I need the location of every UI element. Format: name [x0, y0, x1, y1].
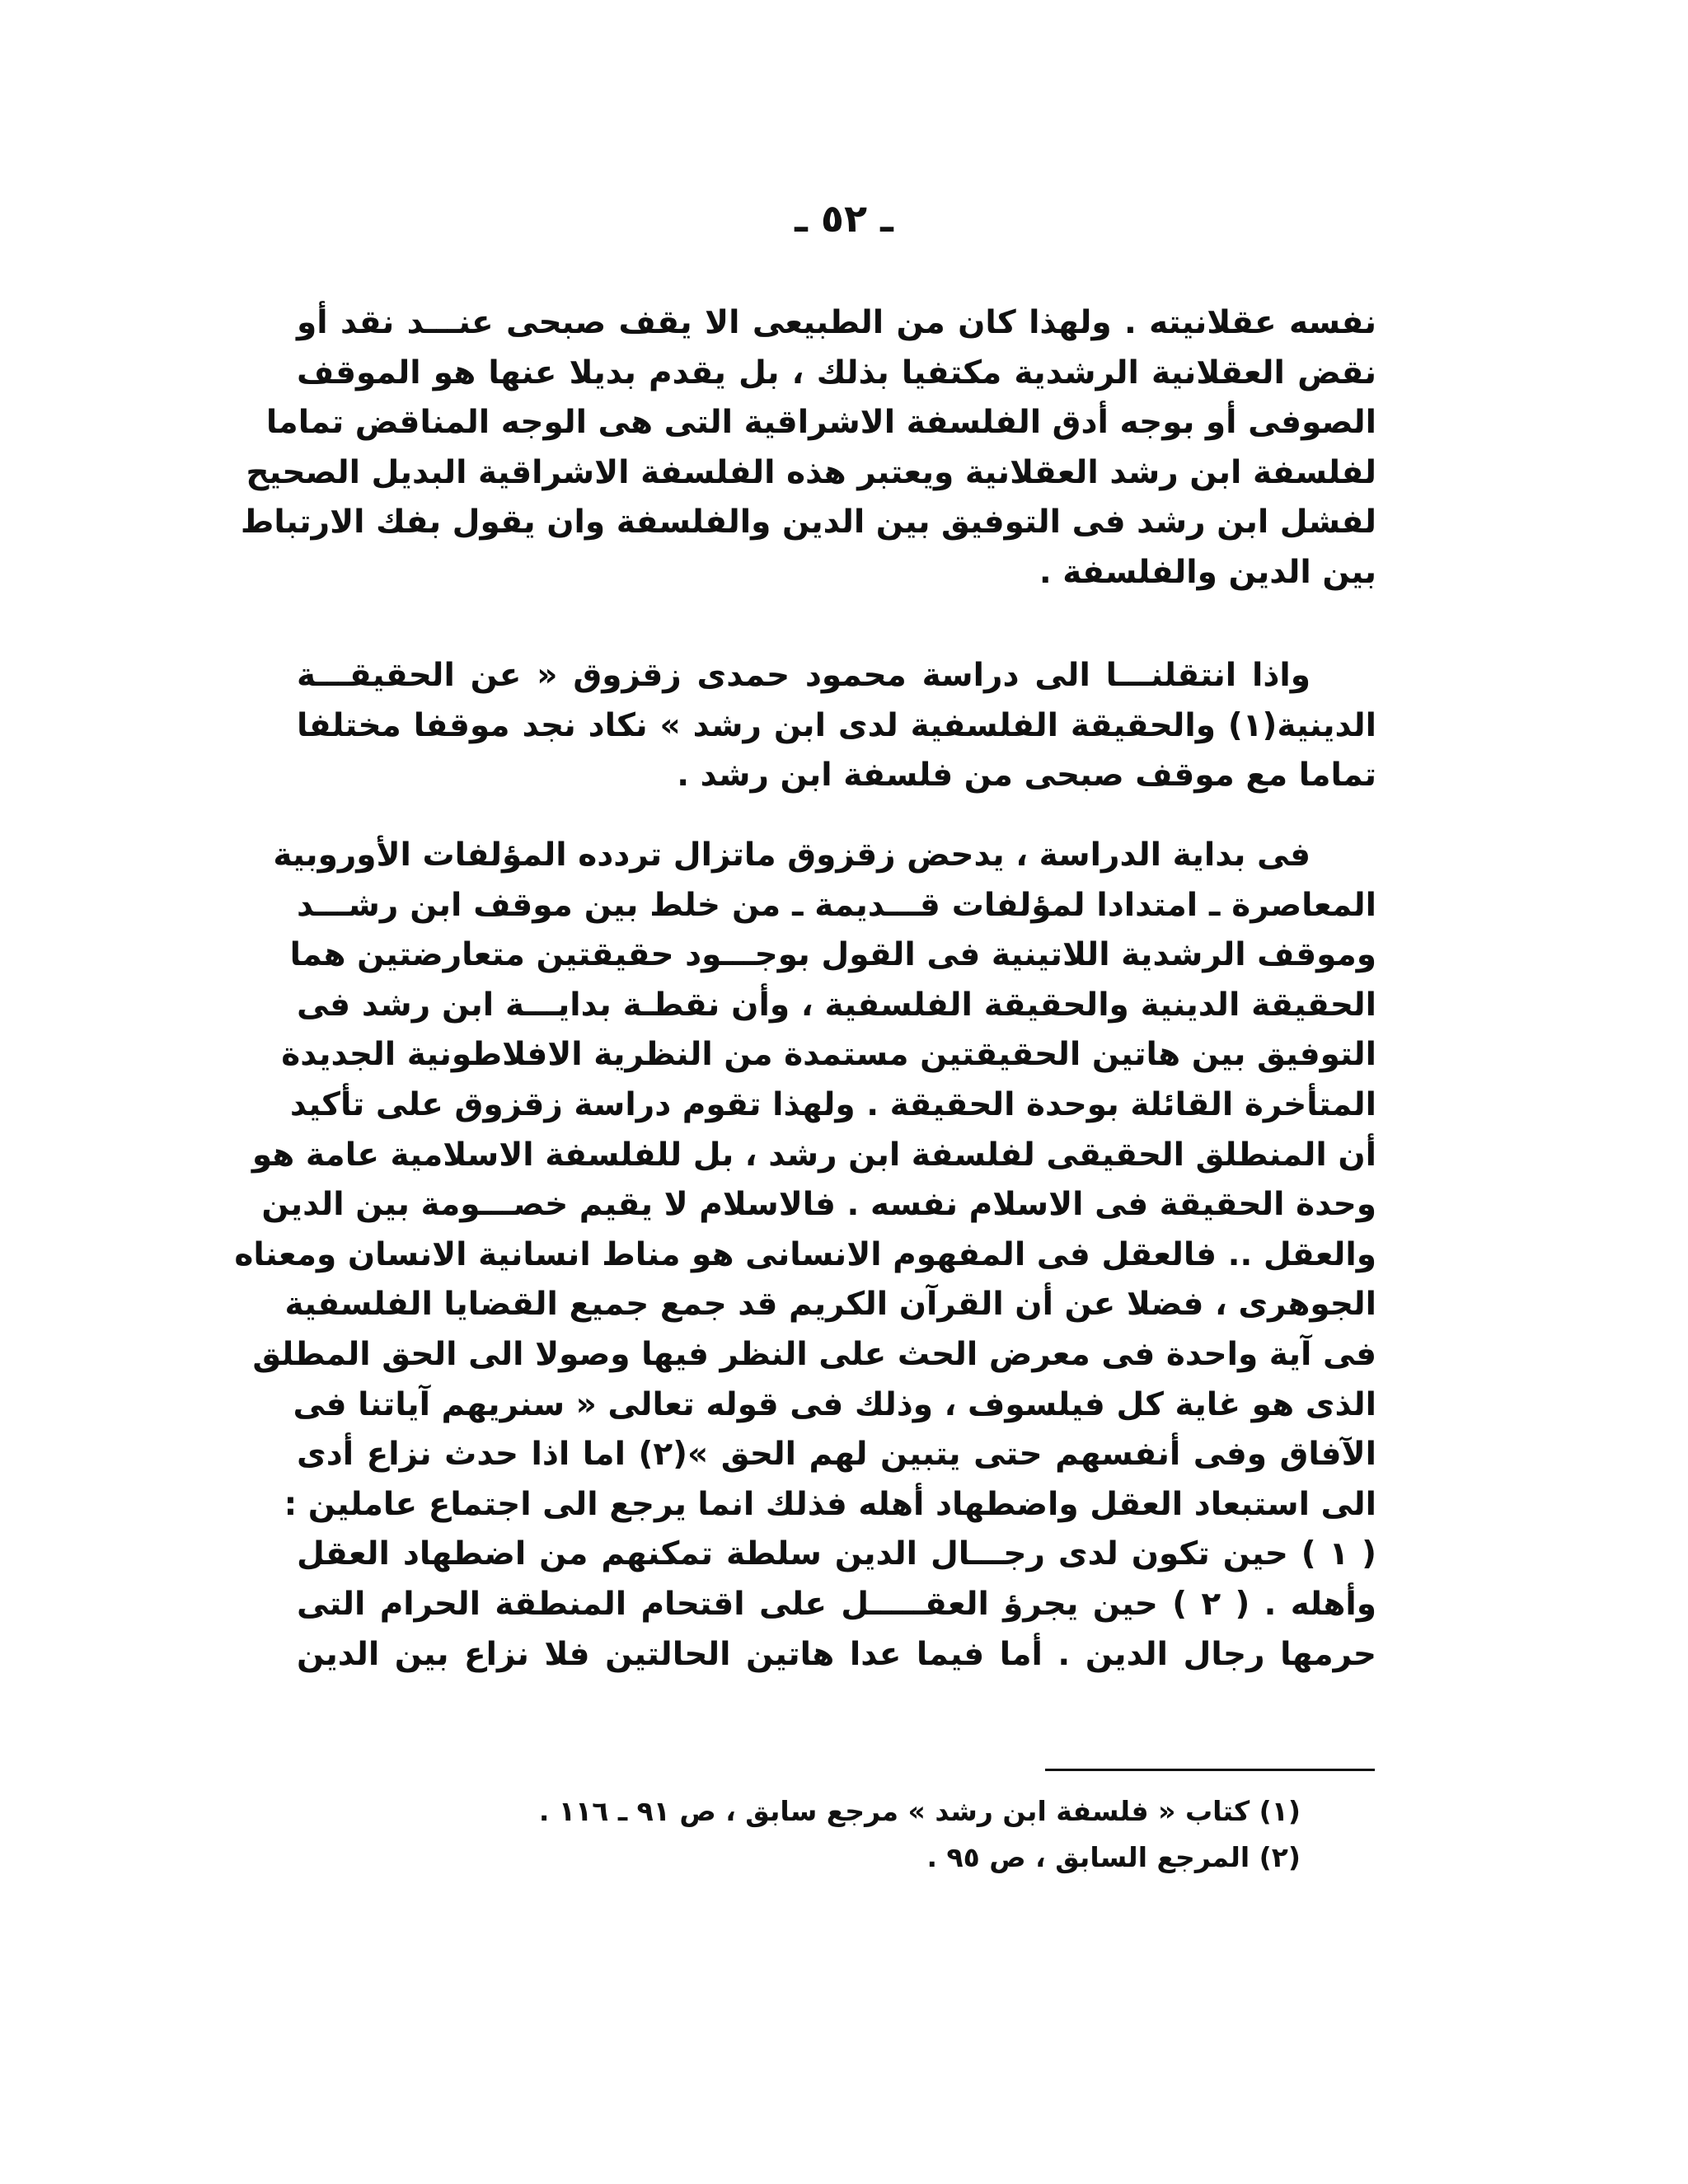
text-line: لفلسفة ابن رشد العقلانية ويعتبر هذه الفلسفة الاشراقية البديل الصحيح — [246, 453, 1376, 491]
footnote-2: (٢) المرجع السابق ، ص ٩٥ . — [926, 1841, 1301, 1873]
text-line: الذى هو غاية كل فيلسوف ، وذلك فى قوله تعالى « سنريهم آياتنا فى — [293, 1385, 1376, 1423]
text-line: وحدة الحقيقة فى الاسلام نفسه . فالاسلام لا يقيم خصـــومة بين الدين — [261, 1186, 1376, 1224]
text-line: فى آية واحدة فى معرض الحث على النظر فيها وصولا الى الحق المطلق — [252, 1335, 1376, 1373]
paragraph-2 — [297, 651, 1376, 801]
text-line: الصوفى أو بوجه أدق الفلسفة الاشراقية التى هى الوجه المناقض تماما — [265, 404, 1376, 442]
text-line: الدينية(١) والحقيقة الفلسفية لدى ابن رشد » نكاد نجد موقفا مختلفا — [297, 706, 1376, 744]
text-line: تماما مع موقف صبحى من فلسفة ابن رشد . — [677, 757, 1376, 794]
text-line: وموقف الرشدية اللاتينية فى القول بوجـــود حقيقتين متعارضتين هما — [289, 936, 1376, 974]
footnote-1: (١) كتاب « فلسفة ابن رشد » مرجع سابق ، ص ٩١ ـ ١١٦ . — [538, 1795, 1301, 1827]
text-line: الجوهرى ، فضلا عن أن القرآن الكريم قد جمع جميع القضايا الفلسفية — [284, 1286, 1376, 1324]
text-line: أن المنطلق الحقيقى لفلسفة ابن رشد ، بل للفلسفة الاسلامية عامة هو — [251, 1136, 1376, 1174]
text-line: التوفيق بين هاتين الحقيقتين مستمدة من النظرية الافلاطونية الجديدة — [281, 1036, 1376, 1074]
text-line: الحقيقة الدينية والحقيقة الفلسفية ، وأن نقطـة بدايـــة ابن رشد فى — [297, 986, 1376, 1024]
text-line: الآفاق وفى أنفسهم حتى يتبين لهم الحق »(٢) اما اذا حدث نزاع أدى — [297, 1436, 1376, 1474]
text-line: واذا انتقلنـــا الى دراسة محمود حمدى زقزوق « عن الحقيقـــة — [297, 657, 1311, 694]
text-line: المعاصرة ـ امتدادا لمؤلفات قـــديمة ـ من خلط بين موقف ابن رشـــد — [297, 886, 1376, 924]
text-line: فى بداية الدراسة ، يدحض زقزوق ماتزال تردده المؤلفات الأوروبية — [273, 837, 1311, 874]
paragraph-1 — [240, 298, 1376, 598]
page-number: ـ ٥٢ ـ — [795, 196, 893, 241]
text-line: المتأخرة القائلة بوحدة الحقيقة . ولهذا تقوم دراسة زقزوق على تأكيد — [289, 1085, 1376, 1123]
footnotes — [539, 1788, 1301, 1881]
footnote-separator — [1045, 1769, 1375, 1771]
text-line: لفشل ابن رشد فى التوفيق بين الدين والفلسفة وان يقول بفك الارتباط — [240, 504, 1376, 541]
text-line: ( ١ ) حين تكون لدى رجـــال الدين سلطة تمكنهم من اضطهاد العقل — [297, 1535, 1376, 1573]
text-line: الى استبعاد العقل واضطهاد أهله فذلك انما يرجع الى اجتماع عاملين : — [284, 1485, 1376, 1523]
text-line: حرمها رجال الدين . أما فيما عدا هاتين الحالتين فلا نزاع بين الدين — [297, 1635, 1376, 1673]
text-line: والعقل .. فالعقل فى المفهوم الانسانى هو مناط انسانية الانسان ومعناه — [234, 1235, 1376, 1273]
text-line: نفسه عقلانيته . ولهذا كان من الطبيعى الا يقف صبحى عنـــد نقد أو — [297, 304, 1376, 341]
paragraph-3 — [234, 831, 1376, 1680]
text-line: نقض العقلانية الرشدية مكتفيا بذلك ، بل يقدم بديلا عنها هو الموقف — [297, 354, 1376, 391]
text-line: بين الدين والفلسفة . — [1039, 553, 1376, 591]
text-line: وأهله . ( ٢ ) حين يجرؤ العقـــــل على اقتحام المنطقة الحرام التى — [297, 1585, 1376, 1623]
